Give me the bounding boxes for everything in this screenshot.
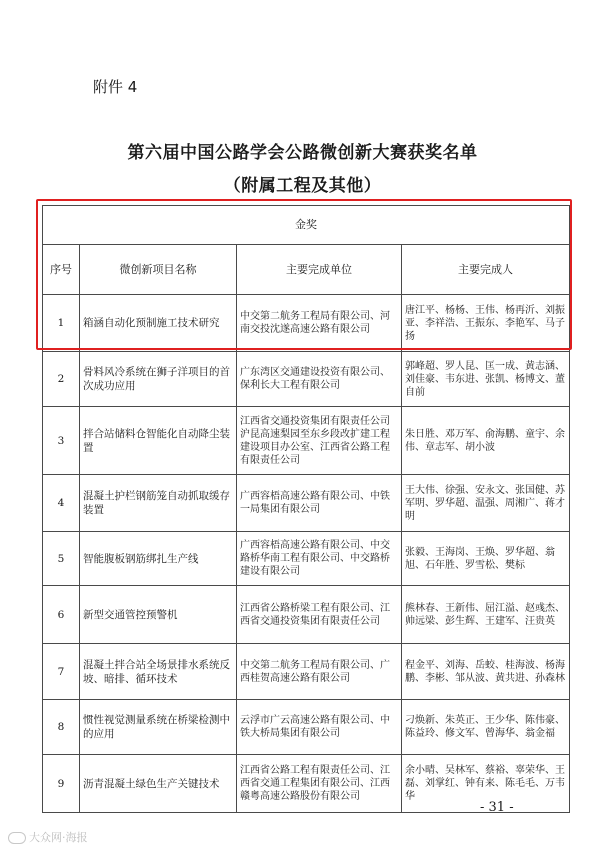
table-row [43,407,570,475]
row-people: 郭峰超、罗人昆、匡一成、黄志涵、刘佳豪、韦东进、张凯、杨博文、董自前 [402,352,570,407]
row-seq: 4 [43,475,80,532]
row-seq: 7 [43,644,80,700]
row-people: 朱日胜、邓万军、俞海鹏、童宇、余伟、章志军、胡小波 [402,407,570,475]
row-project: 混凝土拌合站全场景排水系统反坡、暗排、循环技术 [80,644,237,700]
col-header-people: 主要完成人 [402,245,570,295]
award-category: 金奖 [43,206,570,245]
table-row [43,700,570,755]
document-subtitle: （附属工程及其他） [223,176,382,196]
row-people: 刁焕新、朱英正、王少华、陈伟豪、陈益玲、修文军、曾海华、翁金福 [402,700,570,755]
table-header-row [43,245,570,295]
col-header-seq: 序号 [43,245,80,295]
table-row [43,295,570,352]
row-people: 张毅、王海岗、王焕、罗华超、翁旭、石年胜、罗雪松、樊标 [402,532,570,586]
row-seq: 3 [43,407,80,475]
row-seq: 9 [43,755,80,813]
row-units: 中交第二航务工程局有限公司、广西桂贺高速公路有限公司 [237,644,402,700]
watermark-logo-icon [8,832,26,844]
col-header-units: 主要完成单位 [237,245,402,295]
award-category-row [43,206,570,245]
row-people: 熊林春、王新伟、屈江溢、赵彧杰、帅远梁、彭生辉、王建军、汪贵英 [402,586,570,644]
row-project: 箱涵自动化预制施工技术研究 [80,295,237,352]
row-units: 中交第二航务工程局有限公司、河南交投沈遂高速公路有限公司 [237,295,402,352]
row-units: 广东湾区交通建设投资有限公司、保利长大工程有限公司 [237,352,402,407]
row-people: 程金平、刘海、岳蛟、桂海波、杨海鹏、李彬、邹从波、黄共进、孙森林 [402,644,570,700]
row-people: 唐江平、杨杨、王伟、杨再沂、刘振亚、李祥浩、王振东、李艳军、马子扬 [402,295,570,352]
row-people: 王大伟、徐强、安永文、张国健、苏军明、罗华超、温强、周湘广、蒋才明 [402,475,570,532]
attachment-label: 附件 4 [93,78,138,96]
col-header-project: 微创新项目名称 [80,245,237,295]
row-units: 江西省公路工程有限责任公司、江西省交通工程集团有限公司、江西赣粤高速公路股份有限公司 [237,755,402,813]
row-units: 广西容梧高速公路有限公司、中交路桥华南工程有限公司、中交路桥建设有限公司 [237,532,402,586]
watermark-text: 大众网·海报 [29,831,88,844]
row-project: 混凝土护栏钢筋笼自动抓取缓存装置 [80,475,237,532]
table-row [43,475,570,532]
row-project: 沥青混凝土绿色生产关键技术 [80,755,237,813]
table-row [43,532,570,586]
award-table [42,205,570,813]
row-seq: 6 [43,586,80,644]
row-project: 惯性视觉测量系统在桥梁检测中的应用 [80,700,237,755]
row-seq: 2 [43,352,80,407]
row-project: 拌合站储料仓智能化自动降尘装置 [80,407,237,475]
row-project: 智能腹板钢筋绑扎生产线 [80,532,237,586]
row-seq: 8 [43,700,80,755]
row-units: 江西省公路桥梁工程有限公司、江西省交通投资集团有限责任公司 [237,586,402,644]
row-units: 广西容梧高速公路有限公司、中铁一局集团有限公司 [237,475,402,532]
row-units: 江西省交通投资集团有限责任公司沪昆高速梨园至东乡段改扩建工程建设项目办公室、江西省公路工程有限责任公司 [237,407,402,475]
document-title: 第六届中国公路学会公路微创新大赛获奖名单 [127,143,478,163]
table-row [43,352,570,407]
table-row [43,644,570,700]
row-project: 新型交通管控预警机 [80,586,237,644]
row-project: 骨料风冷系统在狮子洋项目的首次成功应用 [80,352,237,407]
row-seq: 5 [43,532,80,586]
row-people: 余小晴、吴林军、蔡裕、辜荣华、王磊、刘掌红、钟有来、陈毛毛、万韦华 [402,755,570,813]
row-seq: 1 [43,295,80,352]
watermark [8,829,88,845]
page-number: - 31 - [480,800,514,815]
row-units: 云浮市广云高速公路有限公司、中铁大桥局集团有限公司 [237,700,402,755]
table-row [43,586,570,644]
